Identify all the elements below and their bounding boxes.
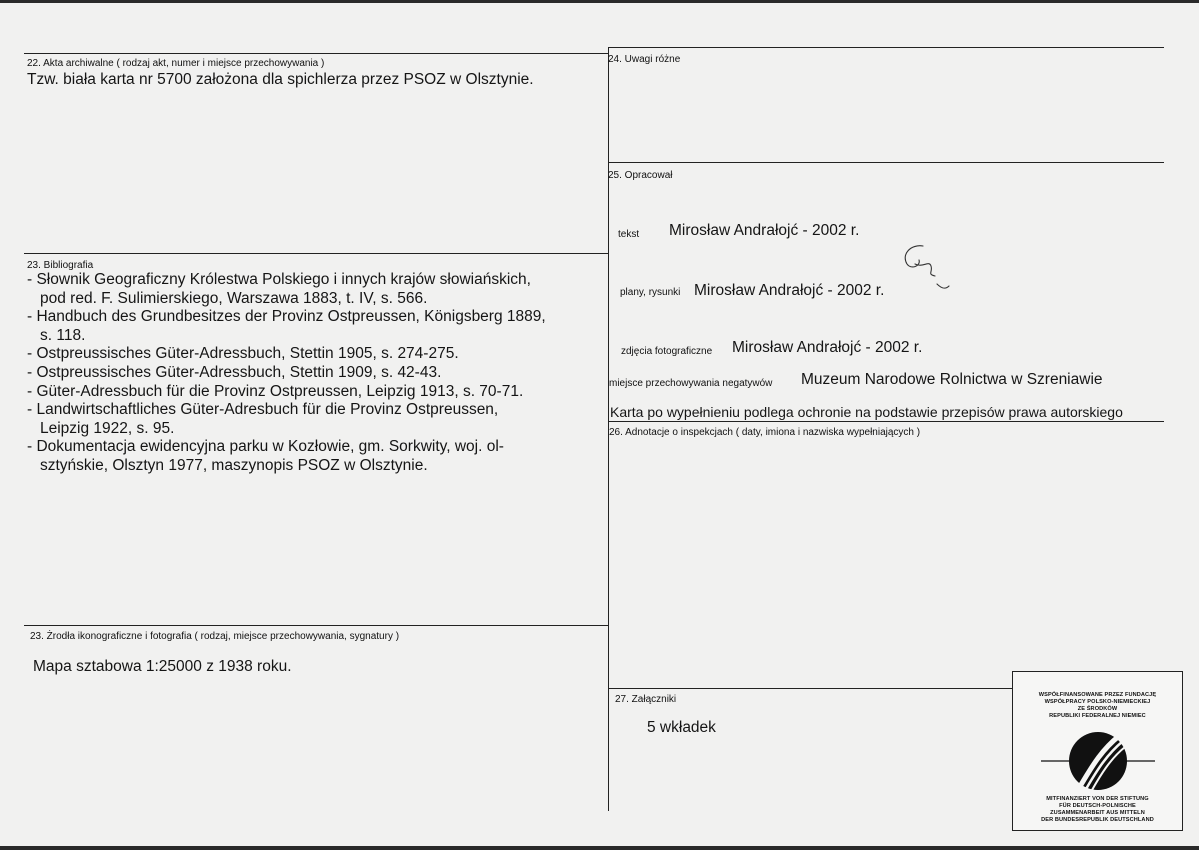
tekst-label: tekst [618, 229, 640, 240]
stamp-line: REPUBLIKI FEDERALNEJ NIEMIEC [1049, 713, 1146, 719]
rule-top-left [24, 53, 608, 54]
funding-stamp [1012, 671, 1183, 831]
section-22-text: Tzw. biała karta nr 5700 założona dla spichlerza przez PSOZ w Olsztynie. [27, 71, 534, 88]
section-24-label: 24. Uwagi różne [608, 54, 681, 65]
negatywy-label: miejsce przechowywania negatywów [609, 378, 773, 389]
stamp-line: FÜR DEUTSCH-POLNISCHE [1059, 803, 1136, 809]
bibliography-line: - Słownik Geograficzny Królestwa Polskiego i innych krajów słowiańskich, [27, 271, 531, 288]
section-23-label: 23. Bibliografia [27, 260, 94, 271]
zdjecia-value: Mirosław Andrałojć - 2002 r. [732, 339, 923, 356]
section-27-text: 5 wkładek [647, 719, 716, 736]
bibliography-line: pod red. F. Sulimierskiego, Warszawa 1883, t. IV, s. 566. [40, 289, 428, 307]
plany-value: Mirosław Andrałojć - 2002 r. [694, 282, 885, 299]
section-26-label: 26. Adnotacje o inspekcjach ( daty, imiona i nazwiska wypełniających ) [609, 427, 921, 438]
bibliography-line: s. 118. [40, 326, 86, 344]
handwritten-signature [893, 238, 953, 298]
plany-label: plany, rysunki [620, 287, 681, 298]
stamp-line: DER BUNDESREPUBLIK DEUTSCHLAND [1041, 817, 1154, 823]
section-22-label: 22. Akta archiwalne ( rodzaj akt, numer i miejsce przechowywania ) [27, 58, 325, 69]
bibliography-list [27, 271, 546, 476]
stamp-line: ZUSAMMENARBEIT AUS MITTELN [1050, 810, 1145, 816]
scan-edge-top [0, 0, 1199, 3]
copyright-note: Karta po wypełnieniu podlega ochronie na podstawie przepisów prawa autorskiego [610, 404, 1123, 420]
scan-edge-bottom [0, 846, 1199, 850]
bibliography-line: - Ostpreussisches Güter-Adressbuch, Stettin 1909, s. 42-43. [27, 363, 442, 381]
bibliography-line: - Landwirtschaftliches Güter-Adresbuch für die Provinz Ostpreussen, [27, 401, 499, 419]
section-23b-label: 23. Żrodła ikonograficzne i fotografia ( rodzaj, miejsce przechowywania, sygnatury ) [30, 631, 400, 642]
rule-section-25 [608, 162, 1164, 163]
stamp-line: MITFINANZIERT VON DER STIFTUNG [1046, 796, 1149, 802]
rule-top-right [608, 47, 1164, 48]
bibliography-line: - Handbuch des Grundbesitzes der Provinz Ostpreussen, Königsberg 1889, [27, 308, 546, 326]
rule-section-23 [24, 253, 608, 254]
section-23b-text: Mapa sztabowa 1:25000 z 1938 roku. [33, 658, 292, 675]
tekst-value: Mirosław Andrałojć - 2002 r. [669, 222, 860, 239]
zdjecia-label: zdjęcia fotograficzne [621, 346, 713, 357]
stamp-line: WSPÓŁFINANSOWANE PRZEZ FUNDACJĘ [1038, 692, 1157, 698]
negatywy-value: Muzeum Narodowe Rolnictwa w Szreniawie [801, 371, 1103, 388]
bibliography-line: - Dokumentacja ewidencyjna parku w Kozłowie, gm. Sorkwity, woj. ol- [27, 438, 504, 456]
section-27-label: 27. Załączniki [615, 694, 677, 705]
bibliography-line: Leipzig 1922, s. 95. [40, 419, 175, 437]
rule-section-26 [608, 421, 1164, 422]
rule-section-27 [608, 688, 1012, 689]
stamp-line: ZE ŚRODKÓW [1077, 706, 1118, 712]
section-25-label: 25. Opracował [608, 170, 673, 181]
bibliography-line: - Ostpreussisches Güter-Adressbuch, Stettin 1905, s. 274-275. [27, 345, 459, 363]
stamp-line: WSPÓŁPRACY POLSKO-NIEMIECKIEJ [1044, 699, 1151, 705]
rule-section-23b [24, 625, 608, 626]
bibliography-line: - Güter-Adressbuch für die Provinz Ostpreussen, Leipzig 1913, s. 70-71. [27, 382, 524, 400]
foundation-logo-icon [1039, 728, 1157, 794]
bibliography-line: sztyńskie, Olsztyn 1977, maszynopis PSOZ w Olsztynie. [40, 456, 428, 474]
